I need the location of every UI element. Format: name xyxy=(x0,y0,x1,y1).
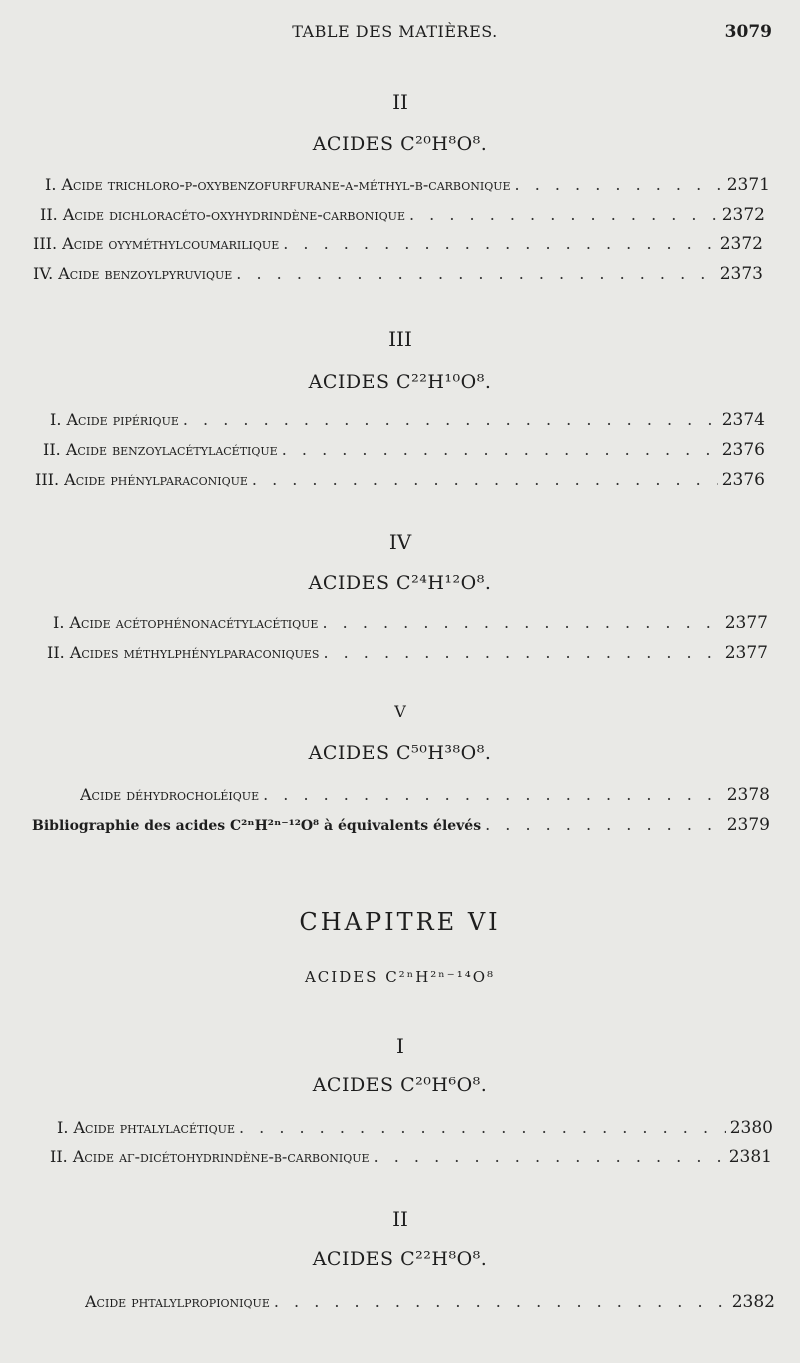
leader-dots xyxy=(236,264,715,283)
toc-entry-label: III. Acide phénylparaconique xyxy=(35,470,248,489)
section-heading: ACIDES C²²H¹⁰O⁸. xyxy=(308,371,492,393)
toc-entry[interactable] xyxy=(43,440,765,460)
toc-entry[interactable] xyxy=(35,470,765,490)
toc-entry-label: II. Acides méthylphénylparaconiques xyxy=(47,643,320,662)
toc-entry-label: II. Acide benzoylacétylacétique xyxy=(43,440,278,459)
toc-entry[interactable] xyxy=(33,234,763,254)
leader-dots xyxy=(239,1118,726,1137)
toc-entry-page: 2373 xyxy=(719,264,763,284)
section-roman-numeral: III xyxy=(388,327,412,351)
leader-dots xyxy=(283,234,716,253)
leader-dots xyxy=(263,785,723,804)
toc-entry-page: 2381 xyxy=(728,1147,772,1167)
toc-entry[interactable] xyxy=(53,613,768,633)
bibliography-page: 2379 xyxy=(726,815,770,835)
leader-dots xyxy=(252,470,718,489)
section-heading: ACIDES C²⁰H⁶O⁸. xyxy=(312,1074,488,1096)
toc-entry[interactable] xyxy=(80,785,770,805)
section-roman-numeral: II xyxy=(392,90,408,114)
toc-entry-page: 2377 xyxy=(724,643,768,663)
leader-dots xyxy=(282,440,718,459)
toc-entry-label: I. Acide trichloro-p-oxybenzofurfurane-α-méthyl-β-carbonique xyxy=(45,175,511,194)
section-roman-numeral: IV xyxy=(388,530,412,554)
section-heading: ACIDES C²⁰H⁸O⁸. xyxy=(312,133,488,155)
section-heading: ACIDES C⁵⁰H³⁸O⁸. xyxy=(308,742,492,764)
bibliography-label: Bibliographie des acides C²ⁿH²ⁿ⁻¹²O⁸ à équivalents élevés xyxy=(32,818,482,834)
toc-entry-label: Acide déhydrocholéique xyxy=(80,785,260,804)
toc-entry-page: 2372 xyxy=(719,234,763,254)
bibliography-entry[interactable] xyxy=(32,815,770,835)
leader-dots xyxy=(485,815,723,834)
leader-dots xyxy=(374,1147,725,1166)
section-roman-numeral: II xyxy=(392,1207,408,1231)
leader-dots xyxy=(515,175,723,194)
section-roman-numeral: I xyxy=(396,1034,404,1058)
toc-entry[interactable] xyxy=(47,643,768,663)
toc-entry-label: I. Acide phtalylacétique xyxy=(57,1118,235,1137)
toc-entry-label: III. Acide oyyméthylcoumarilique xyxy=(33,234,280,253)
section-heading: ACIDES C²²H⁸O⁸. xyxy=(312,1248,488,1270)
toc-entry-label: II. Acide dichloracéto-oxyhydrindène-carbonique xyxy=(40,205,405,224)
toc-entry-label: IV. Acide benzoylpyruvique xyxy=(33,264,233,283)
leader-dots xyxy=(409,205,718,224)
leader-dots xyxy=(322,613,720,632)
toc-entry-page: 2371 xyxy=(726,175,770,195)
page-number: 3079 xyxy=(724,22,772,42)
leader-dots xyxy=(323,643,720,662)
toc-entry-page: 2372 xyxy=(721,205,765,225)
running-title: TABLE DES MATIÈRES. xyxy=(292,22,498,41)
chapter-subtitle: ACIDES C²ⁿH²ⁿ⁻¹⁴O⁸ xyxy=(304,968,496,986)
toc-entry-label: I. Acide pipérique xyxy=(50,410,179,429)
leader-dots xyxy=(274,1292,728,1311)
chapter-title: CHAPITRE VI xyxy=(299,908,501,936)
toc-entry-label: Acide phtalylpropionique xyxy=(85,1292,270,1311)
toc-entry[interactable] xyxy=(57,1118,773,1138)
toc-entry-page: 2376 xyxy=(721,470,765,490)
leader-dots xyxy=(183,410,718,429)
toc-entry[interactable] xyxy=(33,264,763,284)
toc-entry-label: II. Acide αγ-dicétohydrindène-β-carbonique xyxy=(50,1147,370,1166)
toc-entry-page: 2382 xyxy=(731,1292,775,1312)
toc-entry-page: 2377 xyxy=(724,613,768,633)
toc-entry[interactable] xyxy=(45,175,770,195)
toc-entry-page: 2376 xyxy=(721,440,765,460)
toc-entry[interactable] xyxy=(50,1147,772,1167)
toc-entry-page: 2378 xyxy=(726,785,770,805)
toc-entry[interactable] xyxy=(50,410,765,430)
section-heading: ACIDES C²⁴H¹²O⁸. xyxy=(308,572,492,594)
toc-entry-label: I. Acide acétophénonacétylacétique xyxy=(53,613,319,632)
toc-entry-page: 2374 xyxy=(721,410,765,430)
toc-entry[interactable] xyxy=(40,205,765,225)
section-roman-numeral: V xyxy=(394,702,406,721)
toc-entry-page: 2380 xyxy=(729,1118,773,1138)
toc-entry[interactable] xyxy=(85,1292,775,1312)
